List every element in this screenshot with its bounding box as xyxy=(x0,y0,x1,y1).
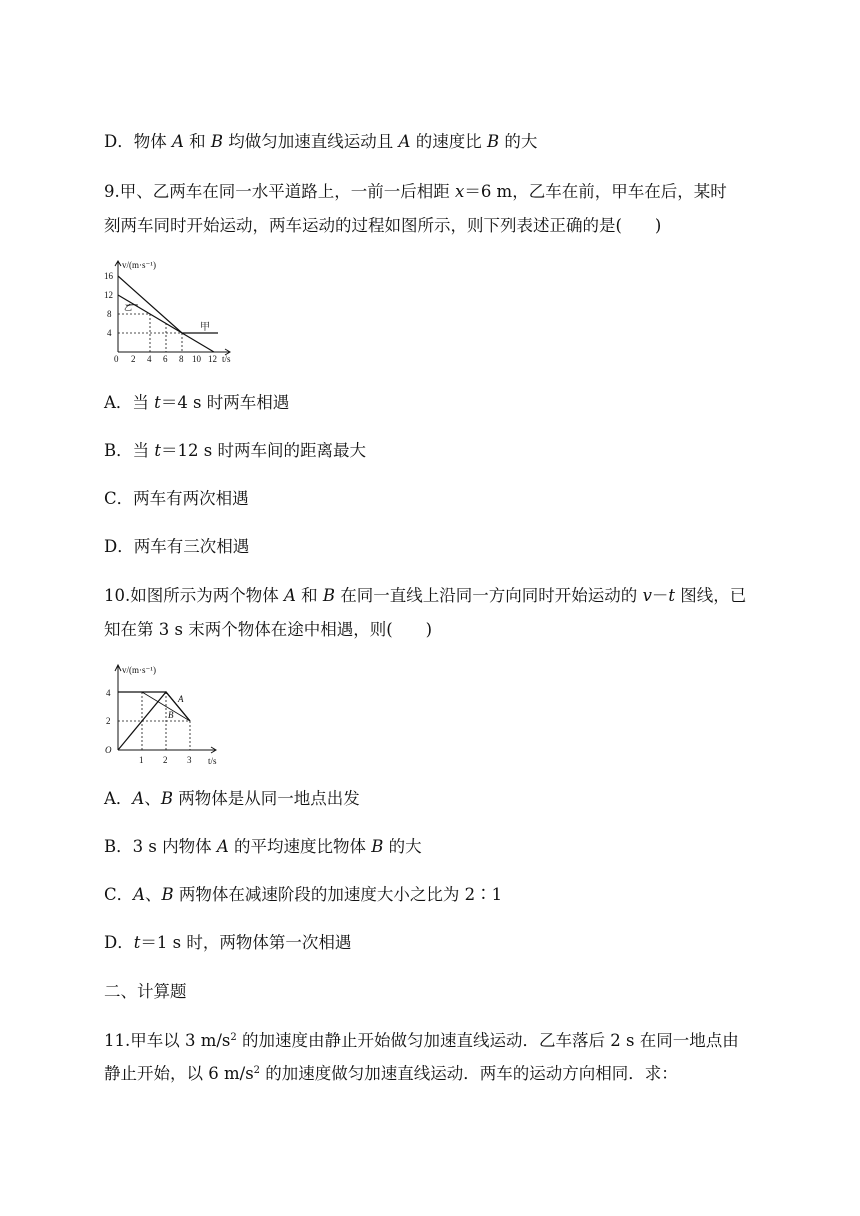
q10-stem-line2: 知在第 3 s 末两个物体在途中相遇，则( ) xyxy=(104,620,433,639)
q9-xtick-2: 2 xyxy=(131,354,136,364)
q9-ytick-4: 4 xyxy=(107,328,112,338)
q9-xtick-6: 6 xyxy=(163,354,168,364)
q9-xtick-8: 8 xyxy=(179,354,184,364)
q9-stem-line1: 9.甲、乙两车在同一水平道路上，一前一后相距 x＝6 m，乙车在前，甲车在后，某时 xyxy=(104,182,727,201)
q10-option-d: D．t＝1 s 时，两物体第一次相遇 xyxy=(104,933,352,952)
q10-xlabel: t/s xyxy=(208,756,217,766)
q10-origin: O xyxy=(105,745,112,755)
q10-xtick-1: 1 xyxy=(139,755,144,765)
section-title-calc: 二、计算题 xyxy=(104,982,187,1001)
q11-line2: 静止开始，以 6 $m/s^2$ 的加速度做匀加速直线运动．两车的运动方向相同．求： xyxy=(104,1064,678,1083)
q10-stem-line1: 10.如图所示为两个物体 A 和 B 在同一直线上沿同一方向同时开始运动的 v－t 图线，已 xyxy=(104,586,747,605)
q9-ytick-8: 8 xyxy=(107,309,112,319)
q10-xtick-3: 3 xyxy=(187,755,192,765)
q9-vt-graph xyxy=(104,258,254,366)
q10-ytick-2: 2 xyxy=(106,716,111,726)
q10-option-b: B．3 s 内物体 A 的平均速度比物体 B 的大 xyxy=(104,837,422,856)
q10-option-a: A．A、B 两物体是从同一地点出发 xyxy=(104,789,360,808)
q9-xtick-4: 4 xyxy=(147,354,152,364)
q10-label-a: A xyxy=(178,694,184,704)
q9-option-a: A．当 t＝4 s 时两车相遇 xyxy=(104,393,290,412)
q9-ylabel: v/(m·s⁻¹) xyxy=(122,260,156,270)
q10-label-b: B xyxy=(168,710,174,720)
q9-xtick-10: 10 xyxy=(192,354,201,364)
q11-line1: 11.甲车以 3 $m/s^2$ 的加速度由静止开始做匀加速直线运动．乙车落后 2 s 在同一地点由 xyxy=(104,1031,739,1050)
q8-option-d: D．物体 A 和 B 均做匀加速直线运动且 A 的速度比 B 的大 xyxy=(104,132,538,151)
q10-ylabel: v/(m·s⁻¹) xyxy=(122,665,156,675)
q10-vt-graph xyxy=(102,660,226,768)
q9-option-d: D．两车有三次相遇 xyxy=(104,537,250,556)
q9-stem-line2: 刻两车同时开始运动，两车运动的过程如图所示，则下列表述正确的是( ) xyxy=(104,216,662,235)
q9-ytick-16: 16 xyxy=(104,271,113,281)
q9-xlabel: t/s xyxy=(222,354,231,364)
q9-label-yi: 乙 xyxy=(124,303,132,312)
q9-ytick-12: 12 xyxy=(104,290,113,300)
q10-ytick-4: 4 xyxy=(106,688,111,698)
q9-xtick-12: 12 xyxy=(208,354,217,364)
q9-option-c: C．两车有两次相遇 xyxy=(104,489,249,508)
q9-label-jia: 甲 xyxy=(200,322,210,333)
q9-option-b: B．当 t＝12 s 时两车间的距离最大 xyxy=(104,441,366,460)
q10-option-c: C．A、B 两物体在减速阶段的加速度大小之比为 2∶1 xyxy=(104,885,503,904)
q10-xtick-2: 2 xyxy=(163,755,168,765)
q9-xtick-0: 0 xyxy=(114,354,119,364)
